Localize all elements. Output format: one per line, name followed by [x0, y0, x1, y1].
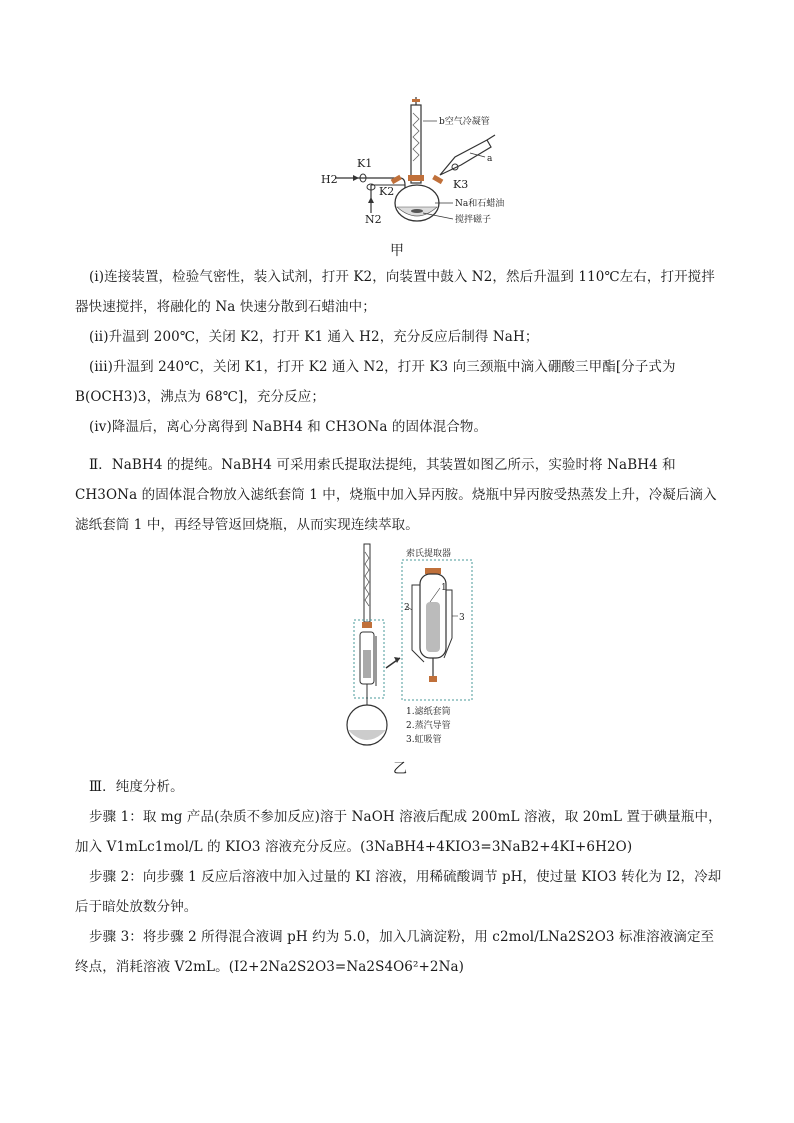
- soxhlet-legend-2: 2.蒸汽导管: [406, 721, 451, 731]
- soxhlet-legend-3: 3.虹吸管: [406, 735, 442, 745]
- label-stirrer: 搅拌磁子: [455, 215, 492, 225]
- label-k2: K2: [379, 185, 395, 198]
- label-na-oil: Na和石蜡油: [455, 199, 505, 209]
- label-h2: H2: [321, 173, 338, 186]
- soxhlet-num-3: 3: [459, 613, 465, 623]
- soxhlet-num-1: 1: [441, 583, 447, 593]
- step-iii: (iii)升温到 240℃，关闭 K1，打开 K2 通入 N2，打开 K3 向三颈瓶中滴入硼酸三甲酯[分子式为 B(OCH3)3，沸点为 68℃]，充分反应；: [75, 359, 676, 405]
- soxhlet-num-2: 2: [404, 603, 410, 613]
- label-n2: N2: [365, 213, 382, 226]
- figure-caption-yi: 乙: [393, 761, 407, 777]
- label-k3: K3: [453, 178, 469, 191]
- section-purification: [75, 450, 725, 540]
- section-analysis: [75, 772, 725, 982]
- soxhlet-title: 索氏提取器: [406, 549, 452, 559]
- analysis-step-2: 步骤 2：向步骤 1 反应后溶液中加入过量的 KI 溶液，用稀硫酸调节 pH，使过量 KIO3 转化为 I2，冷却后于暗处放数分钟。: [75, 869, 722, 915]
- figure-caption-jia: 甲: [390, 243, 404, 259]
- figure-apparatus-jia: [305, 95, 520, 230]
- section-purification-text: Ⅱ．NaBH4 的提纯。NaBH4 可采用索氏提取法提纯，其装置如图乙所示，实验时将 NaBH4 和 CH3ONa 的固体混合物放入滤纸套筒 1 中，烧瓶中加入异丙胺。烧瓶中异丙胺受热蒸发上升，冷凝后滴入滤纸套筒 1 中，再经导管返回烧瓶，从而实现连续萃取。: [75, 457, 717, 533]
- analysis-step-3: 步骤 3：将步骤 2 所得混合液调 pH 约为 5.0，加入几滴淀粉，用 c2mol/LNa2S2O3 标准溶液滴定至终点，消耗溶液 V2mL。(I2+2Na2S2O3=Na2S4O6²+2Na): [75, 929, 715, 975]
- analysis-step-1: 步骤 1：取 mg 产品(杂质不参加反应)溶于 NaOH 溶液后配成 200mL 溶液，取 20mL 置于碘量瓶中，加入 V1mLc1mol/L 的 KIO3 溶液充分反应。(3NaBH4+4KIO3=3NaB2+4KI+6H2O): [75, 809, 722, 855]
- soxhlet-legend-1: 1.滤纸套筒: [406, 707, 451, 717]
- soxhlet-drawing: [340, 540, 475, 750]
- label-air-condenser: b空气冷凝管: [439, 117, 490, 127]
- step-i: (i)连接装置，检验气密性，装入试剂，打开 K2，向装置中鼓入 N2，然后升温到 110℃左右，打开搅拌器快速搅拌，将融化的 Na 快速分散到石蜡油中；: [75, 269, 715, 315]
- step-iv: (iv)降温后，离心分离得到 NaBH4 和 CH3ONa 的固体混合物。: [89, 419, 488, 435]
- step-ii: (ii)升温到 200℃，关闭 K2，打开 K1 通入 H2，充分反应后制得 NaH；: [89, 329, 539, 345]
- label-k1: K1: [357, 157, 373, 170]
- label-a: a: [487, 154, 493, 164]
- figure-soxhlet-yi: [340, 540, 475, 750]
- apparatus-jia-drawing: [305, 95, 520, 230]
- section-analysis-title: Ⅲ．纯度分析。: [89, 779, 184, 795]
- steps-part1: [75, 262, 725, 442]
